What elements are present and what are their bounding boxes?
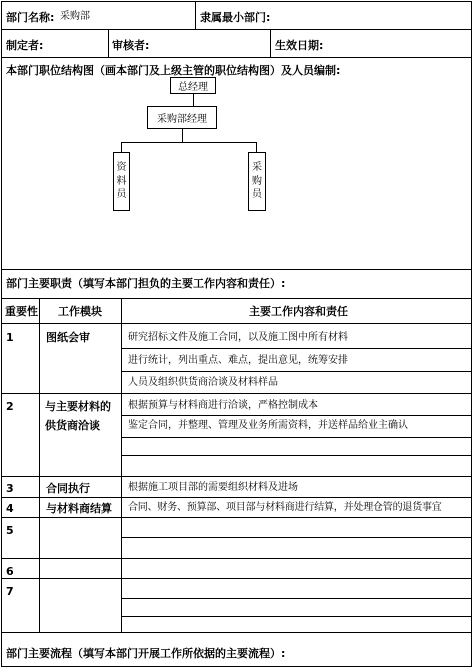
header-responsibilities: 主要工作内容和责任 <box>249 305 348 318</box>
row-module: 合同执行 <box>46 482 90 495</box>
org-connector <box>256 142 257 152</box>
divider <box>270 29 271 57</box>
org-connector <box>121 142 257 143</box>
org-connector <box>182 129 183 142</box>
row-module: 图纸会审 <box>46 331 90 344</box>
org-box-purchaser <box>248 152 266 211</box>
org-chart-title: 本部门职位结构图（画本部门及上级主管的职位结构图）及人员编制: <box>6 64 341 77</box>
table-subrow-divider <box>121 455 472 456</box>
divider <box>1 298 472 299</box>
org-connector <box>121 142 122 152</box>
table-column-divider <box>39 298 40 632</box>
row-duty-line: 人员及组织供货商洽谈及材料样品 <box>128 377 278 388</box>
row-module: 与材料商结算 <box>46 502 112 515</box>
table-subrow-divider <box>121 371 472 372</box>
table-row-divider <box>1 558 472 559</box>
table-row-divider <box>1 323 472 324</box>
dept-name-value: 采购部 <box>60 11 90 22</box>
org-box-purchasing-manager <box>147 106 217 129</box>
divider <box>1 29 472 30</box>
org-connector <box>193 94 194 106</box>
org-box-general-manager <box>170 77 216 94</box>
table-subrow-divider <box>121 415 472 416</box>
row-duty-line: 进行统计，列出重点、难点，提出意见，统筹安排 <box>128 355 348 366</box>
parent-dept-label: 隶属最小部门: <box>200 11 271 24</box>
table-row-divider <box>1 476 472 477</box>
table-row-divider <box>1 393 472 394</box>
divider <box>1 269 472 270</box>
row-number: 6 <box>6 565 14 578</box>
effective-date-label: 生效日期: <box>275 39 324 52</box>
row-module: 供货商洽谈 <box>45 419 100 432</box>
row-number: 3 <box>6 482 14 495</box>
table-subrow-divider <box>121 598 472 599</box>
row-number: 7 <box>6 585 14 598</box>
org-box-data-clerk <box>113 152 130 211</box>
table-row-divider <box>1 497 472 498</box>
org-box-label: 总经理 <box>178 82 208 93</box>
table-subrow-divider <box>121 437 472 438</box>
row-duty-line: 根据预算与材料商进行洽谈，严格控制成本 <box>128 400 318 411</box>
row-number: 1 <box>6 331 14 344</box>
process-title: 部门主要流程（填写本部门开展工作所依据的主要流程）: <box>6 647 286 660</box>
divider <box>108 29 109 57</box>
dept-name-label: 部门名称: <box>6 11 55 24</box>
row-duty-line: 研究招标文件及施工合同，以及施工图中所有材料 <box>128 332 348 343</box>
author-label: 制定者: <box>6 39 44 52</box>
org-box-char: 员 <box>116 189 127 201</box>
divider <box>1 57 472 58</box>
header-importance: 重要性 <box>5 305 38 318</box>
org-box-char: 料 <box>116 175 127 187</box>
org-box-char: 资 <box>116 162 127 174</box>
table-subrow-divider <box>121 616 472 617</box>
table-row-divider <box>1 632 472 633</box>
duties-title: 部门主要职责（填写本部门担负的主要工作内容和责任）: <box>6 277 286 290</box>
row-number: 2 <box>6 400 14 413</box>
row-module: 与主要材料的 <box>45 400 111 413</box>
reviewer-label: 审核者: <box>112 39 150 52</box>
row-number: 4 <box>6 502 14 515</box>
org-box-char: 购 <box>252 175 262 187</box>
table-subrow-divider <box>121 537 472 538</box>
row-duty-line: 合同、财务、预算部、项目部与材料商进行结算，并处理仓管的退货事宜 <box>128 502 442 513</box>
table-row-divider <box>1 517 472 518</box>
row-number: 5 <box>6 524 14 537</box>
divider <box>195 1 196 29</box>
row-duty-line: 根据施工项目部的需要组织材料及进场 <box>128 482 298 493</box>
org-box-label: 采购部经理 <box>157 114 207 125</box>
table-row-divider <box>1 578 472 579</box>
header-module: 工作模块 <box>58 305 102 318</box>
table-subrow-divider <box>121 348 472 349</box>
row-duty-line: 鉴定合同，并整理、管理及业务所需资料，并送样品给业主确认 <box>128 420 408 431</box>
org-box-char: 采 <box>252 162 262 174</box>
org-box-char: 员 <box>252 189 262 201</box>
